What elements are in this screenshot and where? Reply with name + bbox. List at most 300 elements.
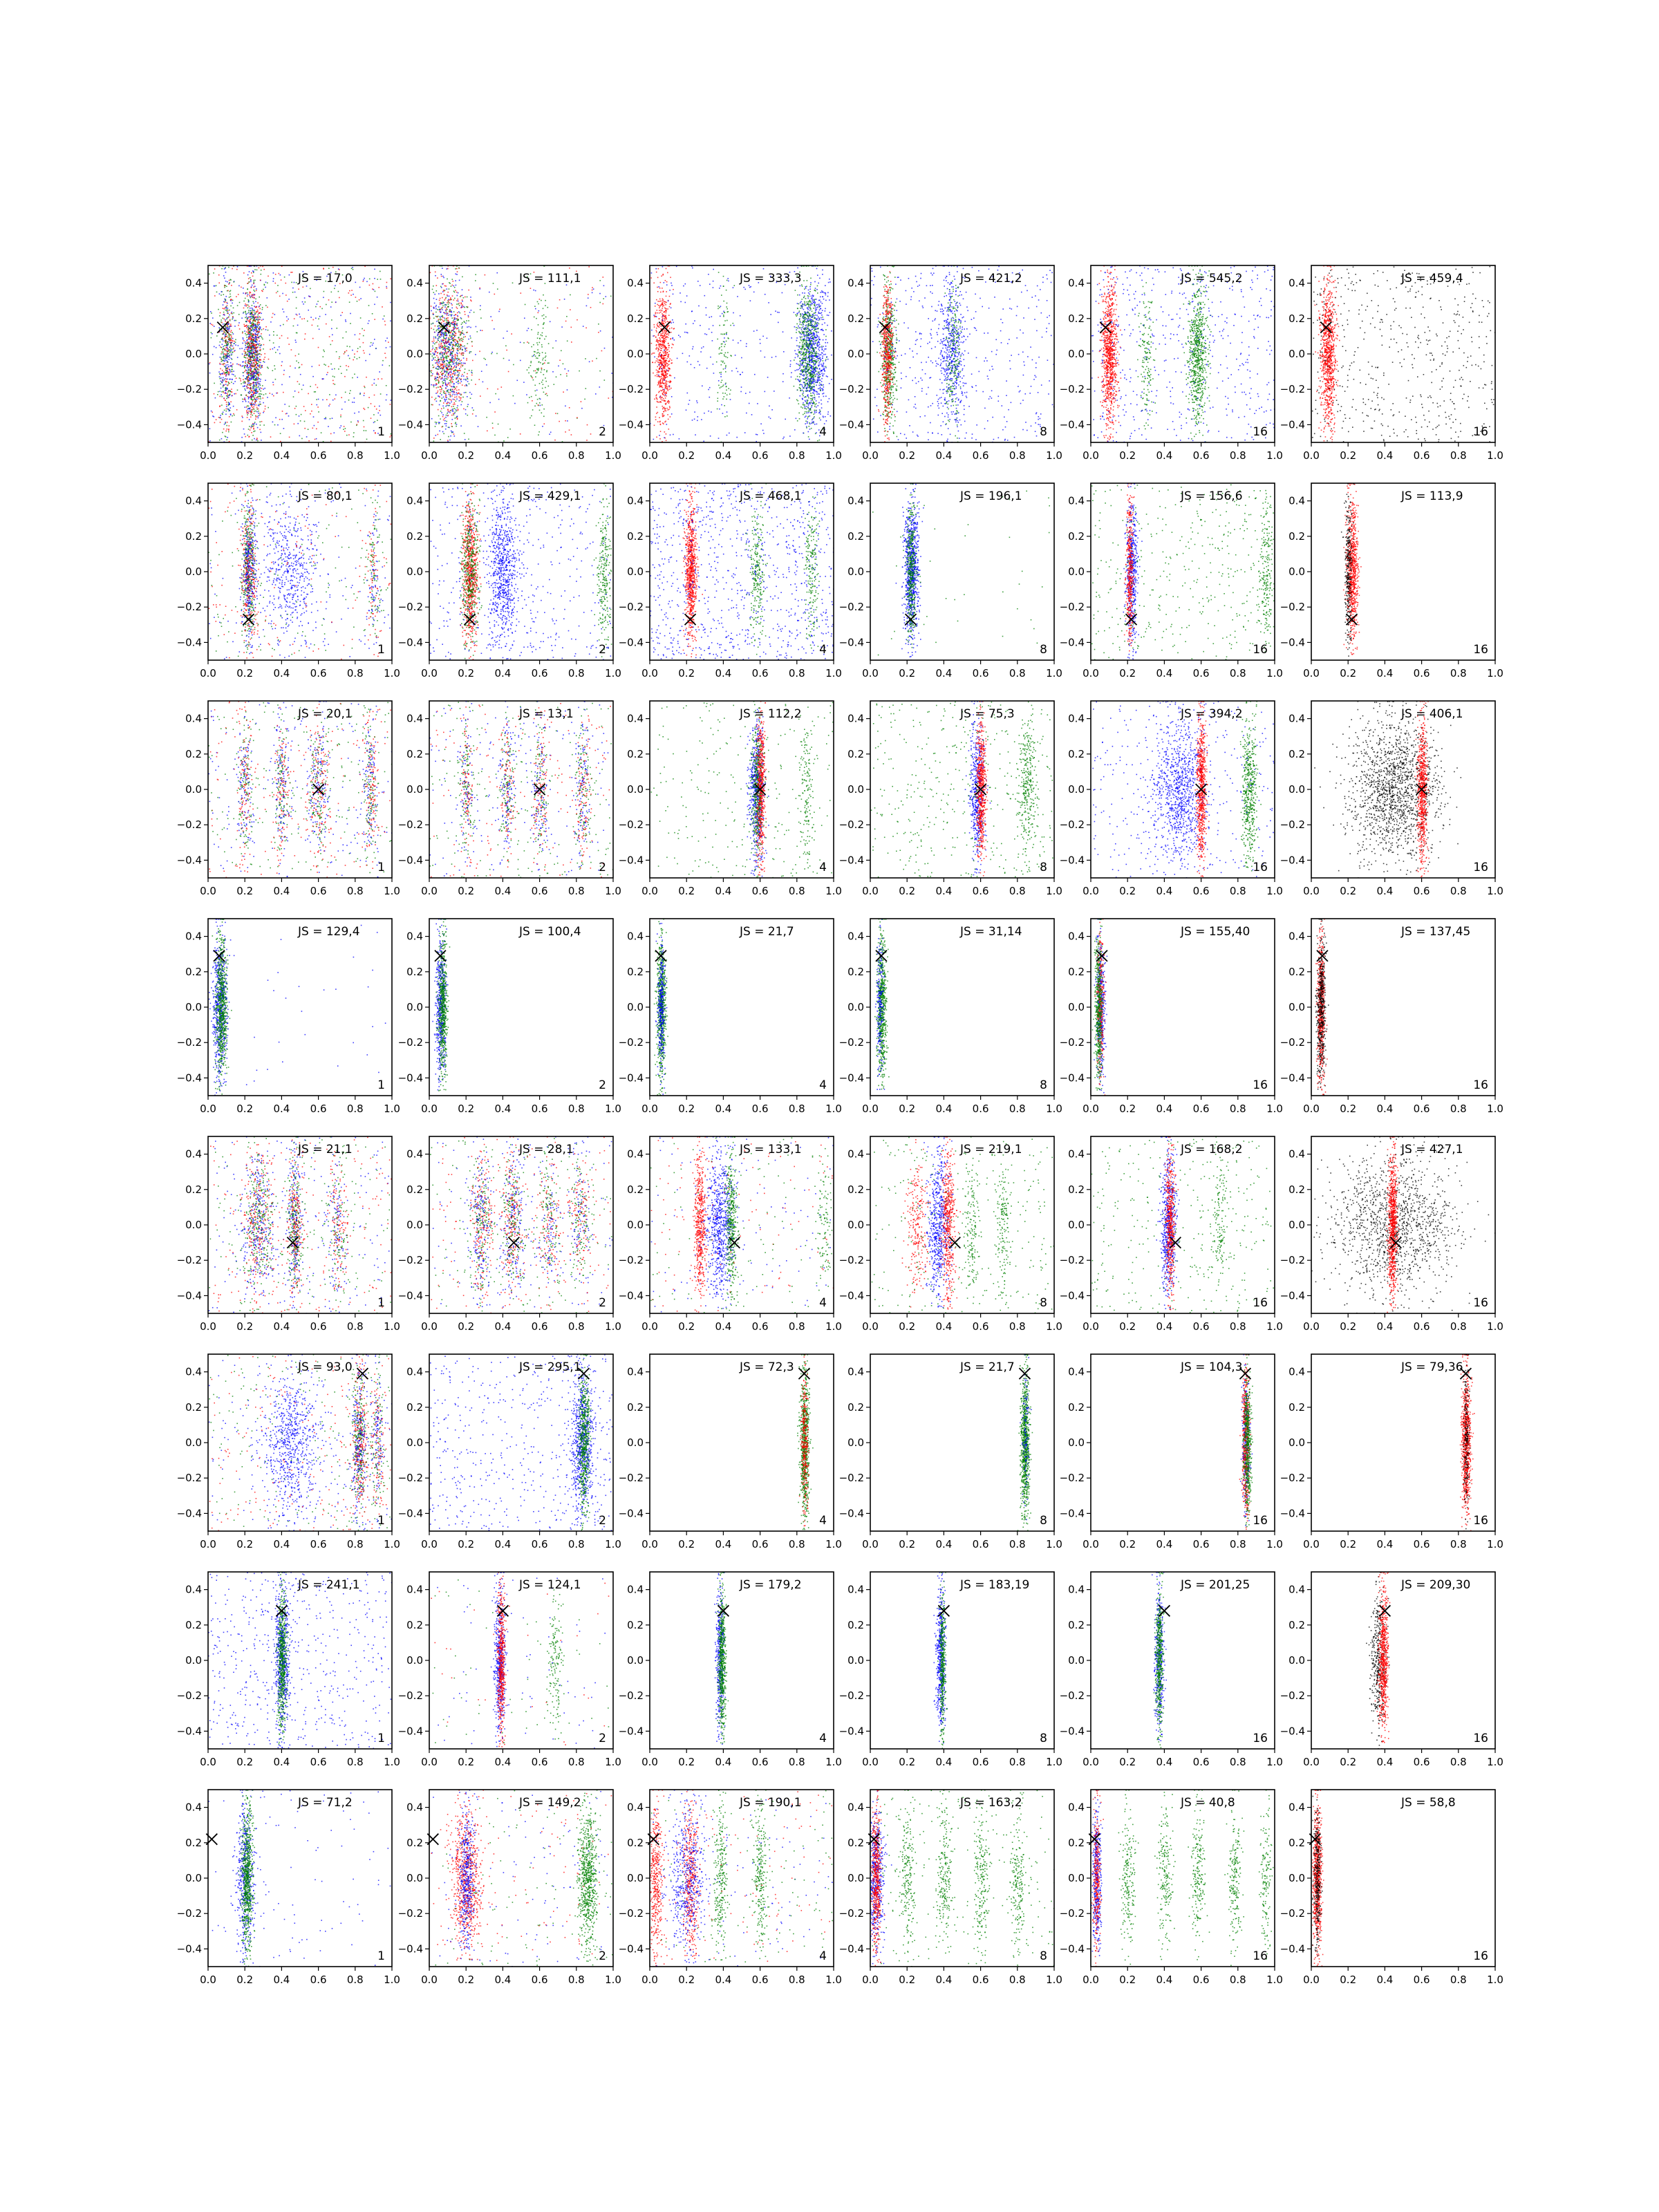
data-point [229, 319, 231, 321]
data-point [296, 314, 297, 315]
data-point [223, 353, 224, 354]
data-point [666, 408, 668, 409]
data-point [465, 311, 466, 312]
data-point [458, 348, 459, 349]
data-point [660, 310, 662, 311]
data-point [227, 395, 229, 396]
data-point [657, 324, 658, 326]
data-point [528, 367, 529, 368]
data-point [237, 305, 238, 306]
data-point [662, 361, 663, 362]
data-point [391, 400, 392, 401]
data-point [228, 267, 229, 268]
data-point [260, 381, 261, 382]
data-point [657, 371, 659, 372]
data-point [261, 313, 262, 315]
data-point [230, 334, 232, 335]
data-point [339, 357, 340, 358]
data-point [302, 301, 303, 303]
data-point [446, 397, 447, 399]
data-point [440, 304, 441, 306]
data-point [345, 428, 346, 429]
data-point [357, 358, 358, 359]
data-point [557, 413, 559, 415]
data-point [434, 354, 435, 355]
data-point [221, 353, 222, 355]
data-point [662, 400, 663, 401]
data-point [250, 346, 252, 347]
data-point [371, 418, 372, 419]
data-point [664, 334, 665, 335]
data-point [664, 410, 666, 411]
data-point [449, 310, 451, 311]
data-point [232, 317, 234, 319]
data-point [451, 360, 453, 362]
data-point [229, 310, 230, 311]
data-point [451, 372, 452, 373]
data-point [452, 330, 453, 331]
data-point [229, 336, 230, 337]
data-point [364, 430, 365, 431]
data-point [445, 366, 447, 367]
data-point [373, 422, 375, 424]
data-point [253, 400, 254, 401]
data-point [458, 299, 459, 300]
data-point [664, 377, 666, 378]
data-point [663, 339, 664, 341]
data-point [227, 353, 229, 355]
data-point [248, 406, 250, 407]
data-point [252, 363, 253, 364]
data-point [310, 386, 311, 387]
data-point [659, 288, 661, 289]
data-point [224, 287, 225, 288]
data-point [251, 333, 252, 335]
data-point [332, 340, 333, 341]
data-point [427, 378, 429, 379]
data-point [659, 371, 660, 373]
data-point [224, 361, 225, 362]
data-point [453, 433, 455, 435]
data-point [232, 303, 233, 304]
data-point [659, 367, 661, 368]
data-point [661, 357, 662, 359]
data-point [225, 431, 227, 432]
data-point [802, 375, 803, 376]
data-point [292, 272, 293, 273]
data-point [310, 413, 311, 415]
data-point [254, 280, 256, 281]
data-point [338, 291, 339, 292]
data-point [262, 385, 263, 386]
data-point [533, 379, 534, 381]
data-point [448, 346, 449, 348]
data-point [437, 326, 438, 327]
data-point [599, 371, 601, 372]
data-point [455, 373, 456, 374]
data-point [471, 310, 472, 311]
data-point [252, 355, 254, 357]
data-point [442, 307, 443, 308]
data-point [456, 285, 457, 286]
data-point [209, 274, 210, 275]
data-point [454, 336, 456, 337]
data-point [363, 342, 364, 344]
data-point [246, 306, 247, 307]
data-point [462, 341, 464, 342]
data-point [310, 317, 312, 318]
data-point [588, 294, 589, 295]
data-point [437, 277, 438, 279]
data-point [448, 303, 449, 305]
data-point [376, 409, 377, 410]
data-point [259, 389, 261, 391]
data-point [533, 344, 534, 346]
data-point [250, 296, 251, 297]
data-point [386, 282, 388, 283]
data-point [446, 403, 447, 404]
data-point [273, 272, 274, 274]
data-point [286, 413, 288, 414]
data-point [554, 440, 556, 441]
data-point [659, 384, 661, 386]
data-point [532, 377, 534, 379]
data-point [442, 378, 444, 379]
data-point [379, 271, 381, 272]
data-point [447, 296, 449, 297]
data-point [246, 348, 247, 350]
data-point [221, 394, 222, 395]
data-point [248, 436, 250, 438]
data-point [447, 384, 449, 385]
data-point [224, 366, 225, 367]
data-point [243, 339, 244, 340]
data-point [331, 319, 332, 321]
data-point [440, 439, 441, 440]
data-point [666, 336, 667, 337]
data-point [345, 392, 346, 393]
data-point [214, 326, 215, 327]
data-point [669, 388, 671, 390]
data-point [658, 357, 659, 358]
data-point [226, 398, 227, 400]
data-point [442, 382, 443, 383]
data-point [462, 346, 464, 348]
data-point [662, 362, 663, 364]
data-point [246, 411, 247, 413]
data-point [248, 375, 250, 377]
data-point [527, 369, 528, 371]
data-point [458, 341, 459, 342]
data-point [451, 368, 453, 370]
data-point [545, 377, 546, 379]
data-point [430, 354, 431, 355]
data-point [440, 344, 442, 345]
data-point [263, 397, 264, 399]
data-point [247, 355, 249, 356]
data-point [457, 405, 458, 406]
corner-label: 1 [377, 425, 385, 439]
data-point [812, 297, 813, 299]
data-point [273, 384, 274, 386]
data-point [299, 435, 301, 437]
data-point [657, 372, 658, 373]
data-point [364, 393, 365, 394]
data-point [442, 355, 443, 356]
data-point [543, 374, 545, 375]
data-point [660, 381, 662, 382]
data-point [539, 383, 541, 384]
data-point [463, 306, 465, 308]
data-point [256, 355, 257, 356]
data-point [246, 410, 247, 411]
data-point [324, 418, 326, 420]
data-point [664, 409, 666, 410]
data-point [485, 274, 486, 276]
data-point [451, 406, 453, 408]
data-point [464, 346, 465, 347]
data-point [340, 416, 341, 418]
data-point [441, 274, 442, 275]
data-point [259, 356, 261, 357]
data-point [457, 355, 458, 357]
data-point [435, 342, 437, 344]
data-point [234, 326, 236, 327]
data-point [453, 320, 454, 321]
data-point [450, 351, 451, 353]
data-point [301, 364, 303, 366]
data-point [259, 306, 261, 307]
data-point [433, 307, 434, 308]
data-point [247, 313, 249, 315]
data-point [375, 348, 377, 350]
data-point [663, 415, 664, 417]
data-point [451, 409, 453, 411]
data-point [442, 364, 443, 366]
data-point [559, 299, 561, 301]
data-point [444, 350, 446, 351]
data-point [229, 282, 230, 283]
x-tick-label: 0.8 [347, 449, 364, 462]
data-point [251, 325, 252, 326]
data-point [225, 378, 226, 379]
data-point [449, 362, 451, 364]
data-point [435, 422, 436, 423]
data-point [265, 406, 266, 407]
data-point [250, 368, 252, 369]
data-point [298, 354, 299, 355]
data-point [442, 366, 444, 367]
data-point [251, 397, 252, 399]
data-point [326, 418, 327, 420]
data-point [445, 346, 447, 347]
data-point [462, 289, 463, 290]
data-point [666, 381, 667, 382]
data-point [442, 309, 443, 310]
data-point [209, 364, 210, 365]
data-point [378, 287, 379, 288]
data-point [470, 337, 471, 339]
data-point [460, 353, 462, 355]
data-point [228, 335, 229, 336]
data-point [460, 332, 461, 334]
data-point [283, 392, 284, 393]
data-point [468, 439, 469, 440]
data-point [807, 422, 808, 424]
data-point [460, 382, 461, 384]
data-point [259, 415, 261, 416]
data-point [441, 367, 442, 368]
data-point [349, 301, 350, 303]
data-point [352, 402, 353, 403]
data-point [458, 396, 460, 397]
data-point [247, 317, 248, 319]
data-point [569, 429, 570, 431]
data-point [456, 411, 458, 412]
data-point [460, 404, 462, 406]
data-point [433, 318, 435, 319]
data-point [599, 280, 601, 281]
data-point [304, 428, 306, 429]
data-point [219, 440, 221, 441]
data-point [246, 321, 247, 322]
data-point [256, 337, 258, 338]
data-point [456, 344, 457, 346]
data-point [656, 348, 657, 350]
data-point [253, 281, 254, 283]
data-point [498, 424, 499, 425]
data-point [326, 324, 327, 325]
data-point [234, 393, 235, 395]
data-point [339, 269, 340, 270]
data-point [334, 432, 335, 433]
data-point [249, 344, 250, 345]
data-point [467, 406, 469, 407]
data-point [274, 314, 276, 315]
data-point [222, 382, 223, 384]
data-point [359, 287, 361, 288]
data-point [439, 336, 440, 337]
data-point [603, 276, 604, 278]
data-point [253, 272, 254, 274]
data-point [558, 366, 559, 367]
data-point [232, 300, 234, 301]
data-point [255, 391, 256, 393]
data-point [248, 429, 250, 430]
data-point [596, 358, 597, 359]
data-point [486, 364, 487, 366]
data-point [442, 406, 444, 407]
data-point [491, 353, 492, 355]
data-point [212, 325, 214, 326]
data-point [254, 353, 255, 354]
data-point [658, 362, 659, 364]
data-point [465, 297, 466, 298]
data-point [456, 300, 458, 301]
data-point [295, 341, 297, 343]
data-point [449, 427, 450, 429]
data-point [252, 364, 253, 365]
data-point [254, 339, 256, 341]
data-point [567, 420, 568, 422]
data-point [301, 438, 303, 440]
data-point [451, 382, 452, 384]
data-point [312, 428, 314, 429]
data-point [462, 374, 463, 375]
data-point [340, 366, 341, 367]
data-point [453, 348, 454, 349]
data-point [454, 326, 456, 327]
data-point [668, 401, 669, 402]
data-point [223, 398, 225, 400]
data-point [450, 435, 451, 437]
data-point [280, 274, 281, 276]
data-point [253, 406, 254, 408]
data-point [443, 334, 444, 335]
data-point [251, 411, 252, 412]
data-point [462, 295, 463, 297]
data-point [666, 354, 668, 355]
data-point [444, 285, 446, 287]
data-point [322, 400, 324, 401]
data-point [470, 335, 471, 337]
data-point [262, 339, 263, 340]
data-point [668, 364, 670, 366]
data-point [221, 339, 223, 340]
data-point [260, 398, 261, 400]
data-point [455, 356, 456, 357]
data-point [513, 364, 514, 366]
data-point [255, 299, 256, 300]
data-point [319, 316, 321, 317]
data-point [436, 285, 438, 286]
data-point [297, 325, 299, 326]
data-point [245, 303, 246, 305]
data-point [308, 310, 309, 311]
data-point [437, 392, 438, 393]
data-point [665, 332, 666, 334]
data-point [666, 312, 667, 314]
data-point [247, 382, 249, 384]
data-point [315, 384, 317, 386]
data-point [221, 361, 223, 362]
data-point [245, 365, 246, 366]
data-point [228, 372, 229, 373]
data-point [242, 343, 243, 344]
data-point [357, 351, 358, 353]
data-point [256, 270, 258, 271]
data-point [457, 375, 458, 376]
data-point [273, 281, 274, 282]
data-point [256, 387, 257, 388]
data-point [247, 283, 248, 284]
data-point [520, 360, 521, 362]
data-point [441, 371, 442, 373]
data-point [221, 396, 223, 397]
data-point [659, 391, 660, 392]
data-point [549, 433, 550, 435]
data-point [438, 330, 440, 331]
data-point [453, 329, 455, 330]
data-point [219, 293, 221, 294]
data-point [364, 330, 365, 331]
data-point [241, 287, 242, 288]
data-point [238, 325, 239, 326]
data-point [226, 425, 227, 427]
data-point [451, 386, 453, 388]
data-point [445, 417, 447, 418]
data-point [433, 353, 434, 354]
